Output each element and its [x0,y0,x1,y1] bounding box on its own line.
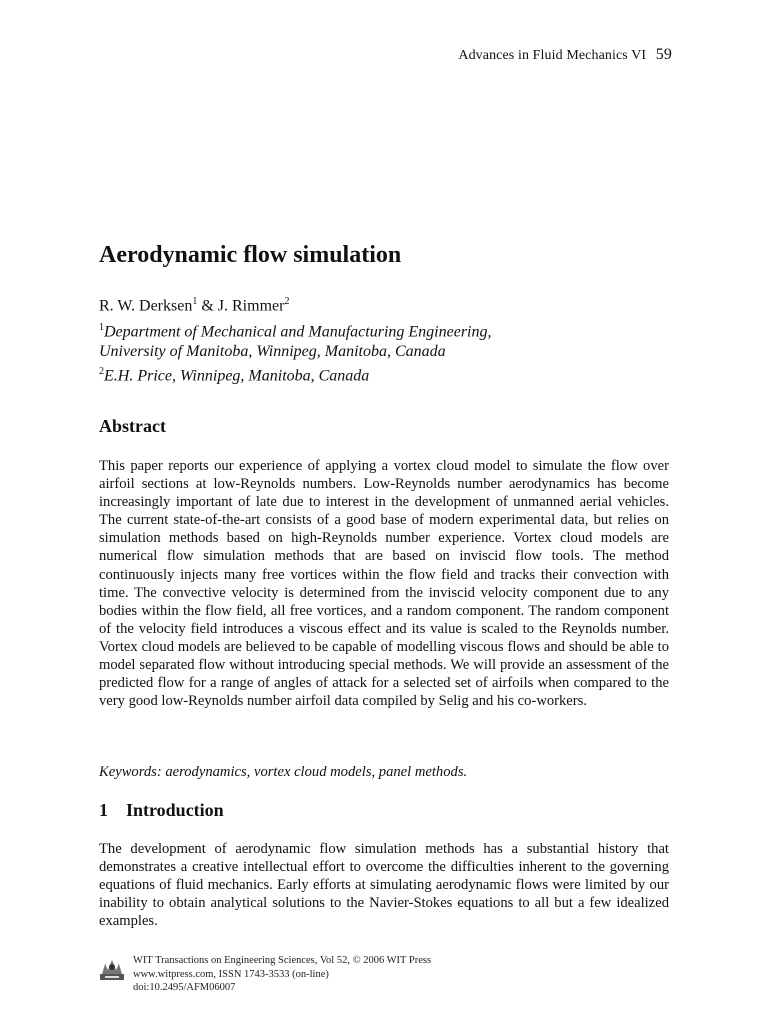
paper-title: Aerodynamic flow simulation [99,242,402,268]
running-head [458,46,672,64]
abstract-heading: Abstract [99,416,166,436]
page-number: 59 [655,46,672,63]
affiliation-marker: 2 [284,296,290,307]
author-name: R. W. Derksen [99,297,193,315]
affiliation-marker: 1 [99,322,104,333]
affiliation-line [99,342,659,362]
copyright-footer [99,954,569,1000]
affiliation-text: University of Manitoba, Winnipeg, Manitoba, Canada [99,343,446,361]
footer-line: WIT Transactions on Engineering Sciences, Vol 52, © 2006 WIT Press [133,955,432,966]
affiliation-line [99,318,659,342]
introduction-heading [99,800,224,821]
author-name: J. Rimmer [217,297,285,315]
affiliation-text: E.H. Price, Winnipeg, Manitoba, Canada [104,367,370,385]
affiliations [99,318,659,387]
affiliation-line [99,362,659,386]
author-separator: & [197,297,218,315]
affiliation-marker: 1 [192,296,198,307]
abstract-text: This paper reports our experience of applying a vortex cloud model to simulate the flow over airfoil sections at low-Reynolds numbers. Low-Reynolds number aerodynamics has become increasingly important of late due to interest in the development of unmanned aerial vehicles. The current state-of-the-art consists of a good base of modern experimental data, but relies on simulation methods based on high-Reynolds number experience. Vortex cloud models are numerical flow simulation methods that are based on inviscid flow tools. The method continuously injects many free vortices within the flow field and tracks their convection with time. The convective velocity is determined from the inviscid velocity component due to any bodies within the flow field, all free vortices, and a random component. The random component of the velocity field introduces a viscous effect and its value is scaled to the Reynolds number. Vortex cloud models are believed to be capable of modelling viscous flows and should be able to model separated flow without introducing special methods. We will provide an assessment of the predicted flow for a range of angles of attack for a selected set of airfoils when compared to the very good low-Reynolds number airfoil data compiled by Selig and his co-workers. [99,458,669,710]
keywords: Keywords: aerodynamics, vortex cloud models, panel methods. [99,764,468,780]
section-number: 1 [99,800,108,820]
journal-name: Advances in Fluid Mechanics VI [458,48,647,63]
footer-line: www.witpress.com, ISSN 1743-3533 (on-line) [133,968,329,980]
affiliation-text: Department of Mechanical and Manufacturing Engineering, [104,323,492,341]
wit-press-logo-icon [99,956,125,982]
introduction-text: The development of aerodynamic flow simulation methods has a substantial history that demonstrates a creative intellectual effort to overcome the difficulties inherent to the governing equations of fluid mechanics. Early efforts at simulating aerodynamic flows were limited by our inability to obtain analytical solutions to the Navier-Stokes equations to all but a few idealized examples. [99,841,669,930]
footer-line: doi:10.2495/AFM06007 [133,982,236,993]
section-title: Introduction [126,800,224,820]
affiliation-marker: 2 [99,366,104,378]
author-line [99,296,289,315]
footer-text [133,954,431,995]
